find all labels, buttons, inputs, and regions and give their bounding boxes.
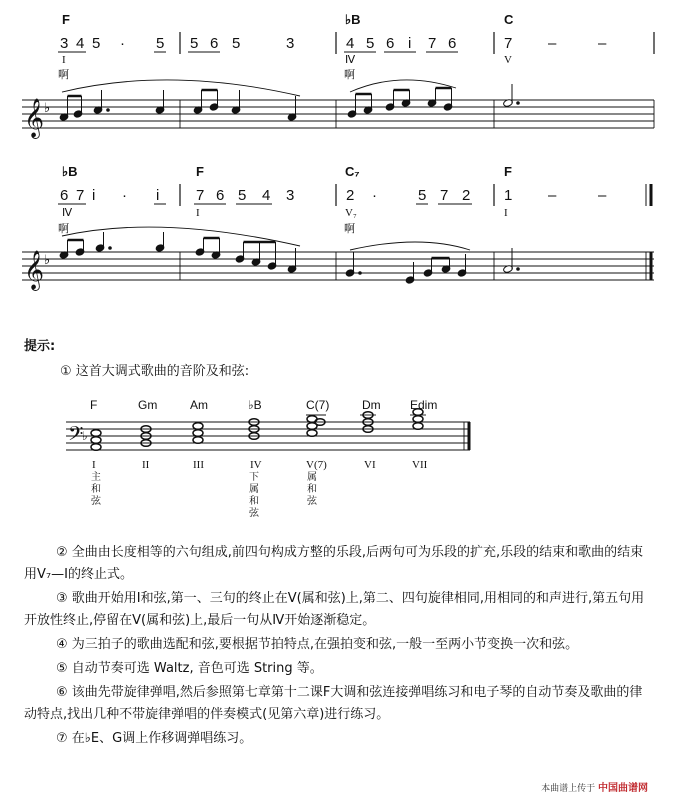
note: 3 [286,187,295,204]
row1-staff [22,100,654,128]
chord-label: F [196,164,204,179]
chord-name: Gm [138,398,158,412]
note: 5 [232,35,241,52]
note: i [92,187,96,204]
note: 6 [386,35,395,52]
flat-icon: ♭ [44,101,51,116]
roman-numeral: VII [412,459,428,471]
chord-label: C₇ [345,164,360,179]
note: 5 [418,187,427,204]
hint-paragraph: ⑥ 该曲先带旋律弹唱,然后参照第七章第十二课F大调和弦连接弹唱练习和电子琴的自动节奏及歌曲的律动特点,找出几种不带旋律弹唱的伴奏模式(见第六章)进行练习。 [24,685,643,722]
note: 4 [346,35,355,52]
note: · [372,187,377,204]
row1-notes [59,84,519,121]
note: 6 [60,187,69,204]
chord-name: Edim [410,398,438,412]
bass-staff [66,422,470,450]
note: 6 [448,35,457,52]
lyric: 啊 [344,68,355,81]
slur [62,80,300,96]
note: 7 [428,35,437,52]
note: 7 [196,187,205,204]
roman-numeral: Ⅳ [345,54,356,66]
note: 2 [462,187,471,204]
flat-icon: ♭ [44,253,51,268]
note: 5 [190,35,199,52]
note: 7 [504,35,513,52]
note: i [408,35,412,52]
hint-paragraphs [24,542,652,752]
row1-jianpu [58,12,654,81]
note: i [156,187,160,204]
hint-1: ① 这首大调式歌曲的音阶及和弦: [60,364,250,379]
chord-function-labels [91,471,318,519]
chord-label: F [504,164,512,179]
row2-staff [22,252,654,280]
roman-numeral: II [142,459,150,471]
note: 5 [156,35,165,52]
note: 3 [286,35,295,52]
chord-name: ♭B [248,398,262,412]
roman-numeral: I [62,54,66,66]
note: 5 [92,35,101,52]
slur [350,242,470,250]
hint-paragraph: ⑦ 在♭E、G调上作移调弹唱练习。 [56,731,253,746]
hint-paragraph: ③ 歌曲开始用I和弦,第一、三句的终止在V(属和弦)上,第二、四句旋律相同,用相同的和声进行,第五句用开放性终止,停留在V(属和弦)上,最后一句从Ⅳ开始逐渐稳定。 [24,591,645,628]
chord-name: Am [190,398,208,412]
treble-clef-icon: 𝄞 [24,250,45,290]
row2-notes [59,232,519,284]
note: – [548,35,557,52]
treble-clef-icon: 𝄞 [24,98,45,138]
roman-numeral: V(7) [306,459,327,471]
roman-numeral: V₇ [345,207,357,219]
roman-numeral: I [504,207,508,219]
lyric: 啊 [344,222,355,235]
bass-clef-icon: 𝄢 [68,422,84,450]
note: · [120,35,125,52]
note: 1 [504,187,513,204]
note: 3 [60,35,69,52]
roman-numeral: Ⅳ [62,207,73,219]
note: – [548,187,557,204]
chord-name: Dm [362,398,381,412]
note: 7 [440,187,449,204]
chord-label: ♭B [62,164,78,179]
roman-numeral: V [504,54,512,66]
note: 6 [216,187,225,204]
hints-section [24,336,654,362]
hint-paragraph: ④ 为三拍子的歌曲选配和弦,要根据节拍特点,在强拍变和弦,一般一至两小节变换一次和弦。 [56,637,579,652]
flat-icon: ♭ [82,429,88,443]
chord-label: F [62,12,70,27]
roman-numeral: I [196,207,200,219]
chord-label: C [504,12,514,27]
note: 2 [346,187,355,204]
chord-function-label: 下属和弦 [249,472,259,519]
note: 7 [76,187,85,204]
chord-romans [92,459,428,471]
note: 4 [262,187,271,204]
roman-numeral: VI [364,459,376,471]
hints-title: 提示: [24,339,56,354]
chord-names [90,398,437,412]
chord-function-label: 主和弦 [91,472,101,507]
lyric: 啊 [58,68,69,81]
footer-prefix: 本曲谱上传于 [541,784,596,794]
note: – [598,187,607,204]
roman-numeral: I [92,459,96,471]
note: 5 [238,187,247,204]
roman-numeral: IV [250,459,262,471]
note: 5 [366,35,375,52]
note: 4 [76,35,85,52]
row2-jianpu [58,164,651,235]
footer-brand: 中国曲谱网 [598,783,648,794]
note: – [598,35,607,52]
site-footer [541,779,648,794]
roman-numeral: III [193,459,204,471]
chord-label: ♭B [345,12,361,27]
chord-function-label: 属和弦 [307,472,317,507]
chord-name: C(7) [306,398,330,412]
hint-paragraph: ② 全曲由长度相等的六句组成,前四句构成方整的乐段,后两句可为乐段的扩充,乐段的结束和歌曲的结束用V₇—I的终止式。 [24,545,644,582]
chord-name: F [90,398,98,412]
note: 6 [210,35,219,52]
hint-paragraph: ⑤ 自动节奏可选 Waltz, 音色可选 String 等。 [56,661,323,676]
lyric: 啊 [58,222,69,235]
note: · [122,187,127,204]
